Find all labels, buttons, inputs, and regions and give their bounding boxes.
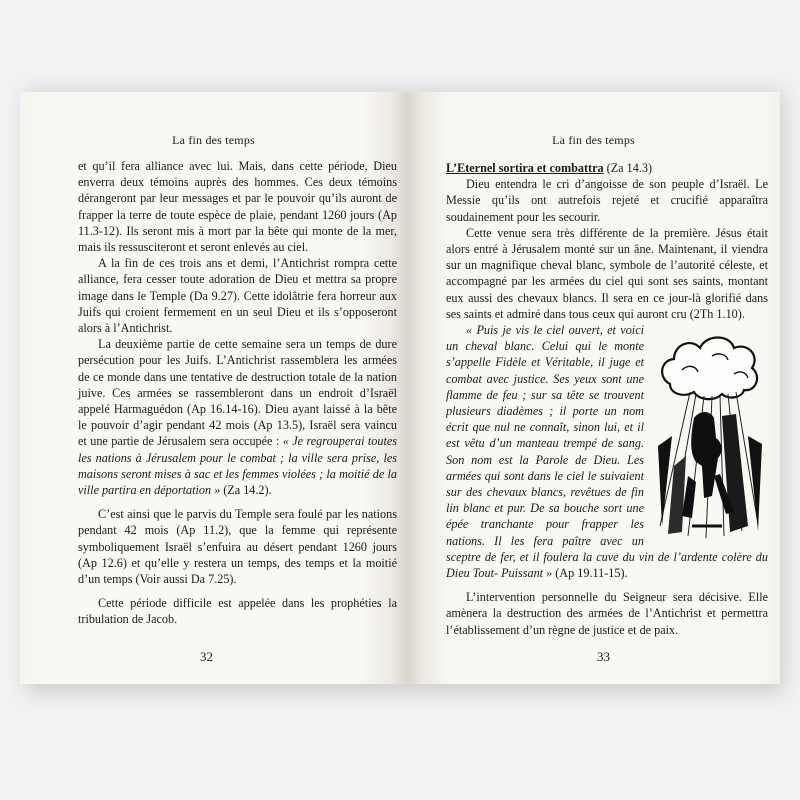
running-head-right: La fin des temps — [552, 133, 635, 147]
paragraph: A la fin de ces trois ans et demi, l’Antichrist rompra cette alliance, fera cesser toute adoration de Dieu et mettra sa propre image dans le Temple (Da 9.27). Cette idolâtrie fera horreur aux Juifs qui croient fermement en un seul Dieu et ils s’opposeront alors à l’Antichrist. — [78, 256, 397, 336]
section-heading: L’Eternel sortira et combattra — [446, 161, 604, 175]
running-head-left: La fin des temps — [172, 133, 255, 147]
paragraph: et qu’il fera alliance avec lui. Mais, dans cette période, Dieu enverra deux témoins auprès des hommes. Ces deux témoins dérangeront par leur messages et par le pouvoir qu’ils auront de frapper la terre de toute espèce de plaie, pendant 1260 jours (Ap 11.3-12). Ils seront mis à mort par la bête qui monte de la mer, mais ils ressusciteront et seront enlevés au ciel. — [78, 159, 397, 255]
illustration-svg — [652, 326, 764, 541]
heading-reference: (Za 14.3) — [603, 161, 653, 175]
paragraph: Cette période difficile est appelée dans les prophéties la tribulation de Jacob. — [78, 596, 397, 627]
paragraph: L’intervention personnelle du Seigneur sera décisive. Elle amènera la destruction des armées de l’Antichrist et permettra l’établissement d’un règne de justice et de paix. — [446, 590, 768, 637]
paragraph — [78, 336, 397, 498]
paragraph: Cette venue sera très différente de la première. Jésus était alors entré à Jérusalem monté sur un âne. Maintenant, il viendra sur un magnifique cheval blanc, symbole de l’autorité céleste, et accompagné par les armées du ciel qui sont ses saints, montant eux aussi des chevaux blancs. Il sera en ce jour-là glorifié dans ses saints et admiré dans tous ceux qui auront cru (2Th 1.10). — [446, 225, 768, 321]
reference: (Za 14.2). — [223, 483, 272, 498]
quotation-text: « Puis je vis le ciel ouvert, et voici un cheval blanc. Celui qui le monte s’appelle Fidèle et Véritable, il juge et combat avec justice. Ses yeux sont une flamme de feu ; sur sa tête se trouvent plusieurs diadèmes ; il porte un nom écrit que nul ne connaît, sinon lui, et il est vêtu d’un manteau trempé de sang. Son nom est la Parole de Dieu. Les armées qui sont dans le ciel le suivaient sur des chevaux blancs, revêtues de fin lin blanc et pur. De sa bouche sort une épée tranchante pour frapper les nations. Il les fera paître avec un sceptre de fer, et il foulera la cuve du vin de l’ardente colère du Dieu Tout- Puissant » — [446, 323, 768, 581]
page-number-left: 32 — [200, 649, 213, 664]
quotation: « Je regrouperai toutes les nations à Jérusalem pour le combat ; la ville sera prise, les maisons seront mises à sac et les femmes violées ; la moitié de la ville partira en déportation » — [78, 434, 398, 498]
paragraph: C’est ainsi que le parvis du Temple sera foulé par les nations pendant 42 mois (Ap 11.2), que la femme qui représente symboliquement Israël s’enfuira au désert pendant 1260 jours (Ap 12.6) et qu’elle y restera un temps, des temps et la moitié d’un temps (Voir aussi Da 7.25). — [78, 507, 397, 587]
right-page — [407, 92, 780, 684]
paragraph-text: La deuxième partie de cette semaine sera un temps de dure persécution pour les Juifs. L’Antichrist rassemblera les armées de ce monde dans une tentative de destruction totale de la nation juive. Ces armées se rassembleront dans un endroit d’Israël appelé Harmaguédon (Ap 16.14-16). Dieu ayant laissé à la bête le pouvoir d’agir pendant 42 mois (Ap 13.5), Israël sera vaincu et une partie de Jérusalem sera occupée : — [78, 337, 397, 449]
left-page — [20, 92, 407, 684]
page-number-right: 33 — [597, 649, 610, 664]
paragraph: Dieu entendra le cri d’angoisse de son peuple d’Israël. Le Messie qu’ils ont autrefois rejeté et crucifié apparaîtra soudainement pour les secourir. — [446, 177, 768, 224]
rider-cloud-illustration — [652, 326, 764, 541]
left-page-body — [78, 158, 397, 628]
section-heading-line — [446, 160, 768, 176]
reference: (Ap 19.11-15). — [552, 566, 628, 581]
right-page-body — [446, 160, 768, 638]
